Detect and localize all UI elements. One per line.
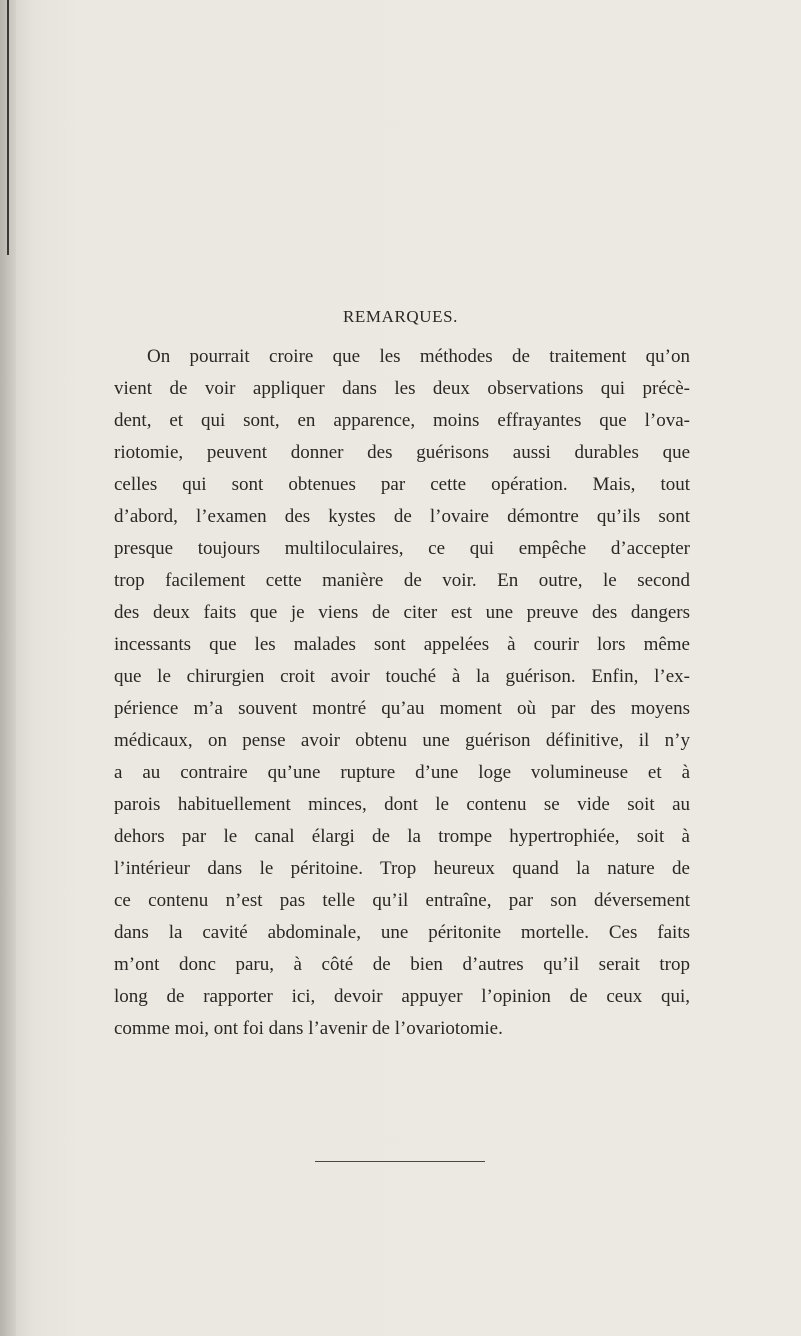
text-line: ce contenu n’est pas telle qu’il entraîne, par son déversement bbox=[114, 890, 690, 911]
text-line: des deux faits que je viens de citer est une preuve des dangers bbox=[114, 602, 690, 623]
text-line: incessants que les malades sont appelées à courir lors même bbox=[114, 634, 690, 655]
text-line: trop facilement cette manière de voir. En outre, le second bbox=[114, 570, 690, 591]
section-heading: REMARQUES. bbox=[342, 307, 459, 326]
text-line: dehors par le canal élargi de la trompe hypertrophiée, soit à bbox=[114, 826, 690, 847]
text-line: presque toujours multiloculaires, ce qui empêche d’accepter bbox=[114, 538, 690, 559]
text-line: celles qui sont obtenues par cette opération. Mais, tout bbox=[114, 474, 690, 495]
text-line: médicaux, on pense avoir obtenu une guérison définitive, il n’y bbox=[114, 730, 690, 751]
text-line: périence m’a souvent montré qu’au moment où par des moyens bbox=[114, 698, 690, 719]
text-line: a au contraire qu’une rupture d’une loge volumineuse et à bbox=[114, 762, 690, 783]
text-line: m’ont donc paru, à côté de bien d’autres qu’il serait trop bbox=[114, 954, 690, 975]
text-line: l’intérieur dans le péritoine. Trop heureux quand la nature de bbox=[114, 858, 690, 879]
text-line: parois habituellement minces, dont le contenu se vide soit au bbox=[114, 794, 690, 815]
text-line: On pourrait croire que les méthodes de traitement qu’on bbox=[147, 346, 690, 367]
text-line: d’abord, l’examen des kystes de l’ovaire démontre qu’ils sont bbox=[114, 506, 690, 527]
text-line: comme moi, ont foi dans l’avenir de l’ovariotomie. bbox=[114, 1018, 503, 1039]
text-line: que le chirurgien croit avoir touché à la guérison. Enfin, l’ex- bbox=[114, 666, 690, 687]
text-line: vient de voir appliquer dans les deux observations qui précè- bbox=[114, 378, 690, 399]
text-line: dent, et qui sont, en apparence, moins effrayantes que l’ova- bbox=[114, 410, 690, 431]
text-line: long de rapporter ici, devoir appuyer l’opinion de ceux qui, bbox=[114, 986, 690, 1007]
body-paragraph bbox=[114, 341, 690, 1045]
page-binding-edge bbox=[7, 0, 9, 255]
section-end-rule bbox=[315, 1161, 485, 1162]
text-line: riotomie, peuvent donner des guérisons aussi durables que bbox=[114, 442, 690, 463]
text-line: dans la cavité abdominale, une péritonite mortelle. Ces faits bbox=[114, 922, 690, 943]
